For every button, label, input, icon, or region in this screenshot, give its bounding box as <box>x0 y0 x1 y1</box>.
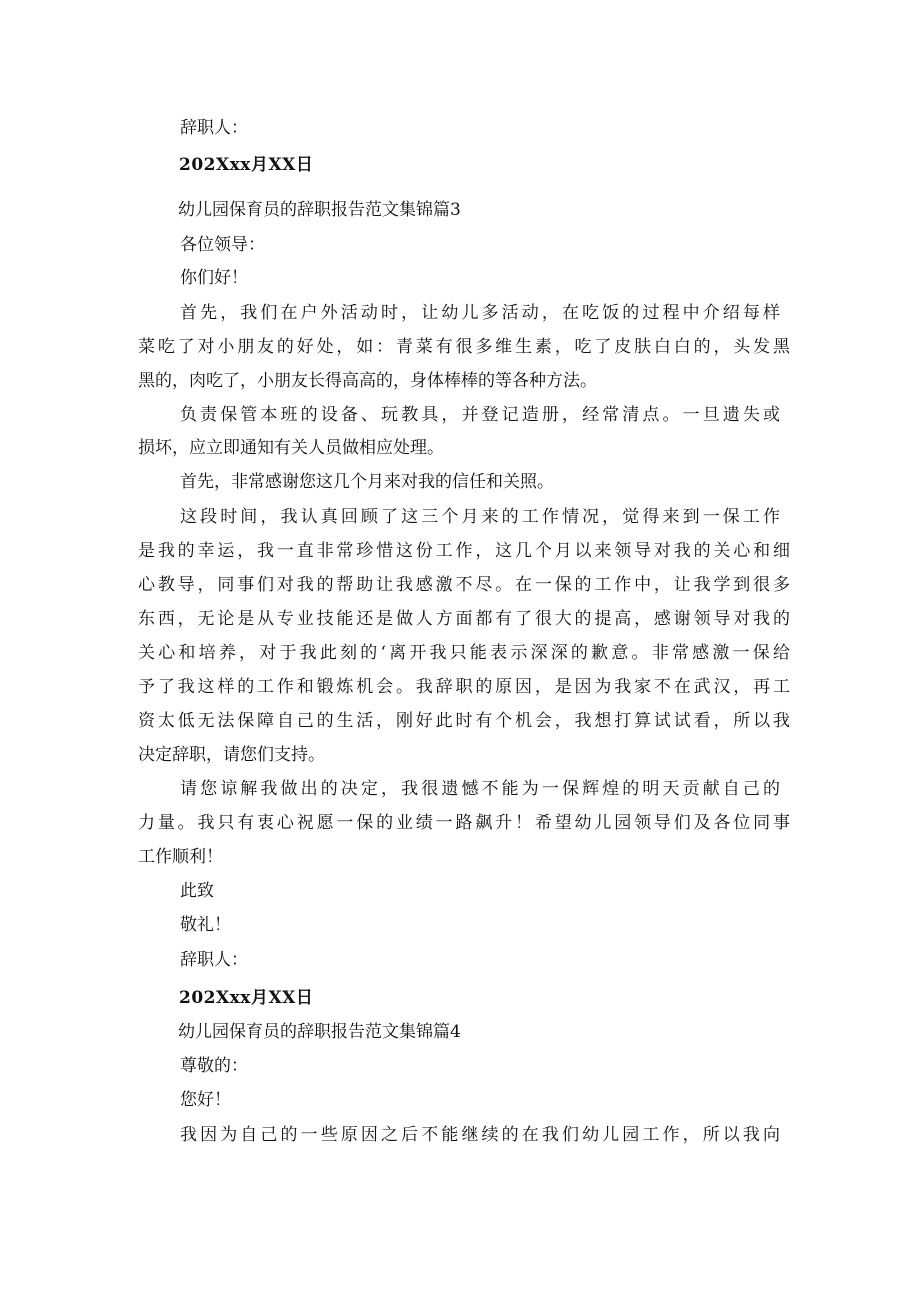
paragraph-line: 菜吃了对小朋友的好处，如：青菜有很多维生素，吃了皮肤白白的，头发黑 <box>138 337 790 357</box>
resigner-label: 辞职人： <box>180 118 248 138</box>
paragraph-line: 请您谅解我做出的决定，我很遗憾不能为一保辉煌的明天贡献自己的 <box>180 779 780 799</box>
greeting: 各位领导： <box>180 235 265 255</box>
resigner-label: 辞职人： <box>180 950 248 970</box>
paragraph-line: 黑的，肉吃了，小朋友长得高高的，身体棒棒的等各种方法。 <box>138 371 597 391</box>
date-line: 202Xxx月XX日 <box>179 988 314 1008</box>
paragraph-line: 资太低无法保障自己的生活，刚好此时有个机会，我想打算试试看，所以我 <box>138 711 790 731</box>
paragraph-line: 关心和培养，对于我此刻的‘离开我只能表示深深的歉意。非常感激一保给 <box>138 643 790 663</box>
section-heading: 幼儿园保育员的辞职报告范文集锦篇3 <box>178 200 461 220</box>
paragraph-line: 是我的幸运，我一直非常珍惜这份工作，这几个月以来领导对我的关心和细 <box>138 541 790 561</box>
paragraph-line: 工作顺利！ <box>138 847 223 867</box>
paragraph-line: 我因为自己的一些原因之后不能继续的在我们幼儿园工作，所以我向 <box>180 1125 780 1145</box>
greeting: 尊敬的： <box>180 1056 248 1076</box>
paragraph-line: 负责保管本班的设备、玩教具，并登记造册，经常清点。一旦遗失或 <box>180 405 780 425</box>
paragraph-line: 首先，非常感谢您这几个月来对我的信任和关照。 <box>180 472 554 492</box>
salutation: 你们好！ <box>180 268 248 288</box>
paragraph-line: 这段时间，我认真回顾了这三个月来的工作情况，觉得来到一保工作 <box>180 507 780 527</box>
paragraph-line: 予了我这样的工作和锻炼机会。我辞职的原因，是因为我家不在武汉，再工 <box>138 677 790 697</box>
paragraph-line: 首先，我们在户外活动时，让幼儿多活动，在吃饭的过程中介绍每样 <box>180 303 780 323</box>
paragraph-line: 心教导，同事们对我的帮助让我感激不尽。在一保的工作中，让我学到很多 <box>138 575 790 595</box>
paragraph-line: 力量。我只有衷心祝愿一保的业绩一路飙升！希望幼儿园领导们及各位同事 <box>138 813 790 833</box>
paragraph-line: 决定辞职，请您们支持。 <box>138 745 325 765</box>
closing-line: 敬礼！ <box>180 915 231 935</box>
date-line: 202Xxx月XX日 <box>179 155 314 175</box>
closing-line: 此致 <box>180 881 214 901</box>
paragraph-line: 损坏，应立即通知有关人员做相应处理。 <box>138 438 444 458</box>
paragraph-line: 东西，无论是从专业技能还是做人方面都有了很大的提高，感谢领导对我的 <box>138 609 790 629</box>
salutation: 您好！ <box>180 1090 231 1110</box>
section-heading: 幼儿园保育员的辞职报告范文集锦篇4 <box>178 1022 461 1042</box>
